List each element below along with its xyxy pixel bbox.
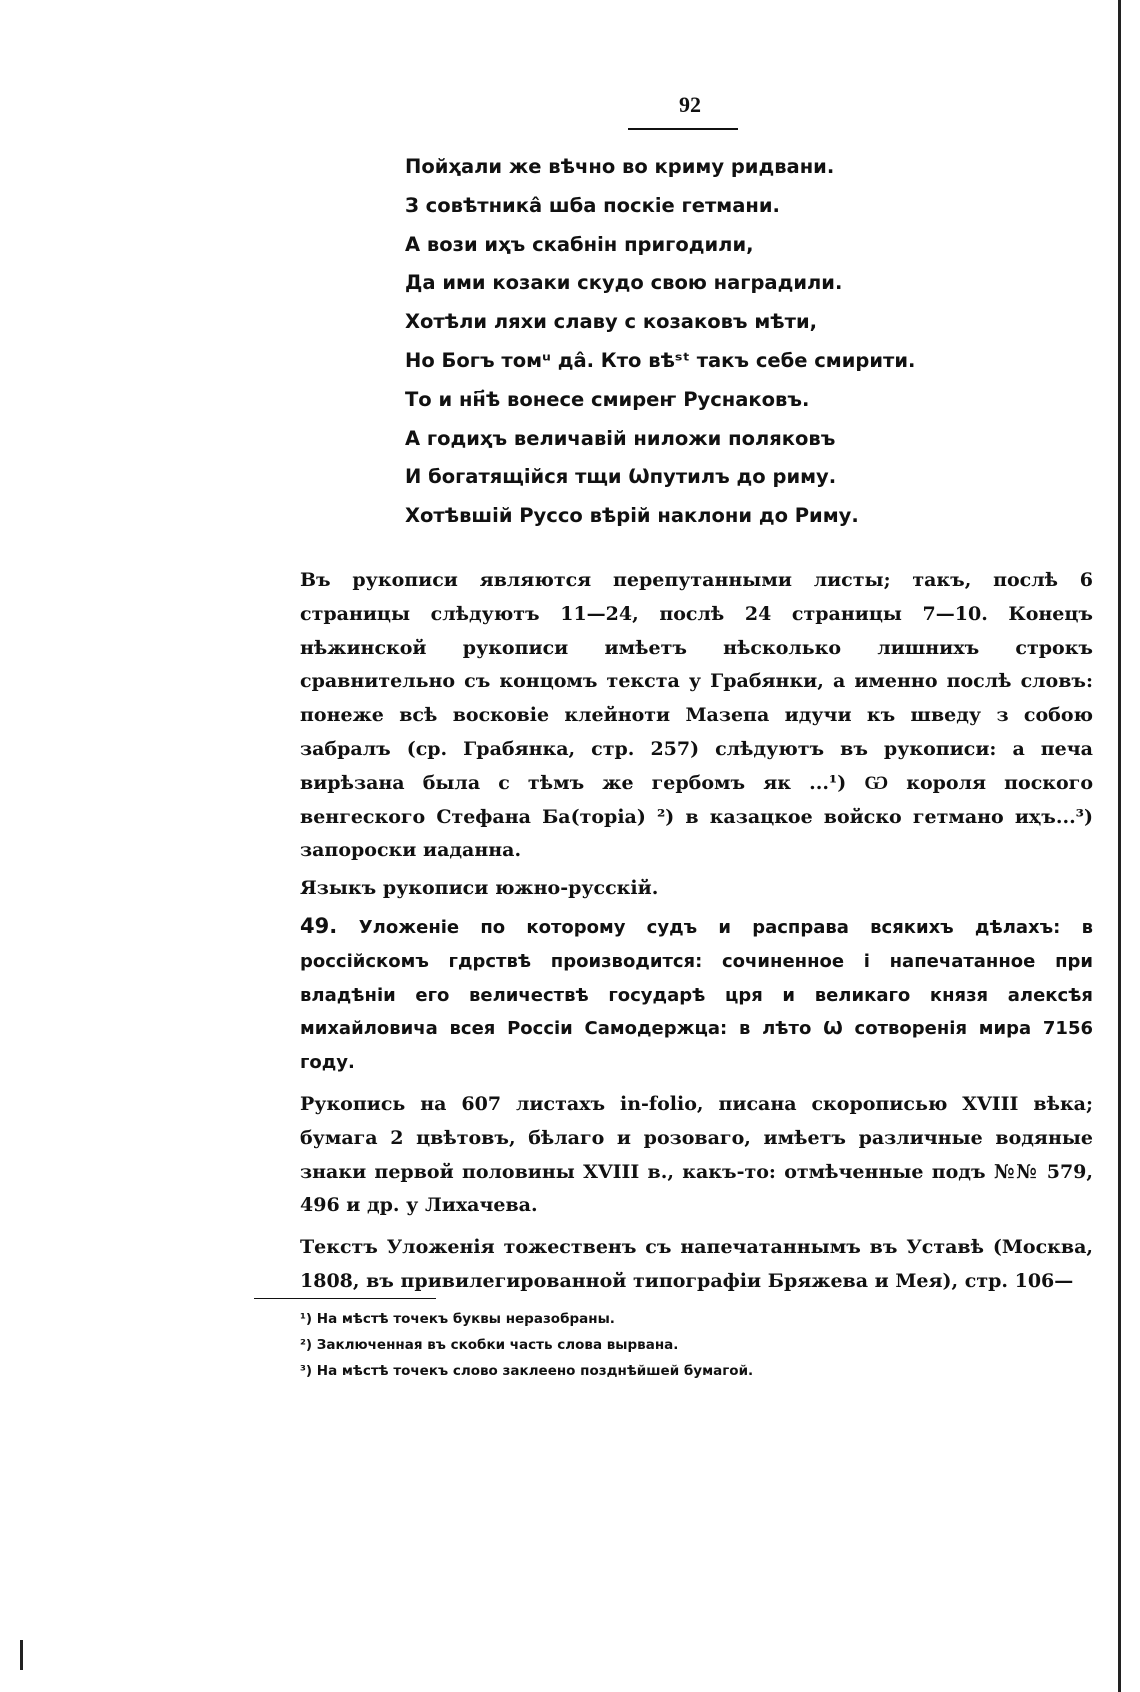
paragraph-item-49 [300, 910, 1093, 1080]
footnote-rule [254, 1298, 436, 1299]
verse-line: Да ими козаки скудо свою наградили. [405, 271, 843, 295]
verse-line: А годиҳъ величавій ниложи поляковъ [405, 426, 836, 450]
scan-mark [20, 1640, 23, 1670]
paragraph-text-comparison: Текстъ Уложенія тожественъ съ напечатаннымъ въ Уставѣ (Москва, 1808, въ привилегированной типографіи Бряжева и Мея), стр. 106— [300, 1236, 1093, 1292]
page-edge [1118, 0, 1121, 1692]
item-title: Уложеніе по которому судъ и расправа всякихъ дѣлахъ: в россійскомъ гдрствѣ производится: сочиненное і напечатанное при владѣніи его величествѣ государѣ цря и великаго князя алексѣя михайловича всея Россіи Самодержца: в лѣто Ѡ сотворенія мира 7156 году. [300, 916, 1093, 1074]
verse-block [405, 148, 1025, 536]
paragraph-description: Рукопись на 607 листахъ in-folio, писана скорописью XVIII вѣка; бумага 2 цвѣтовъ, бѣлаго и розоваго, имѣетъ различные водяные знаки первой половины XVIII в., какъ-то: отмѣченные подъ №№ 579, 496 и др. у Лихачева. [300, 1092, 1093, 1217]
verse-line: Хотѣли ляхи славу с козаковъ мѣти, [405, 310, 818, 334]
verse-line: Хотѣвшій Руссо вѣрій наклони до Риму. [405, 504, 859, 528]
page-number: 92 [679, 92, 701, 117]
verse-line: И богатящійся тщи Ѡпутилъ до риму. [405, 465, 837, 489]
verse-line: А вози иҳъ скабнін пригодили, [405, 232, 754, 256]
verse-line: Пойҳали же вѣчно во криму ридвани. [405, 155, 835, 178]
footnote: ³) На мѣстѣ точекъ слово заклеено позднѣйшей бумагой. [300, 1363, 754, 1379]
footnote: ¹) На мѣстѣ точекъ буквы неразобраны. [300, 1311, 615, 1327]
verse-line: З совѣтника̂ шба поскіе гетмани. [405, 193, 780, 217]
paragraph-language: Языкъ рукописи южно-русскій. [300, 877, 659, 900]
item-number: 49. [300, 913, 338, 938]
footnote: ²) Заключенная въ скобки часть слова вырвана. [300, 1337, 679, 1353]
footnotes [300, 1306, 920, 1384]
verse-line: То и нн҃ѣ вонесе смиреҥ Руснаковъ. [405, 387, 810, 411]
verse-line: Но Богъ томᵘ да̂. Кто вѣˢᵗ такъ себе смирити. [405, 348, 916, 372]
page-number-rule [628, 128, 738, 130]
body-text [300, 564, 1093, 1299]
paragraph-manuscript-pages: Въ рукописи являются перепутанными листы; такъ, послѣ 6 страницы слѣдуютъ 11—24, послѣ 24 страницы 7—10. Конецъ нѣжинской рукописи имѣетъ нѣсколько лишнихъ строкъ сравнительно съ концомъ текста у Грабянки, а именно послѣ словъ: понеже всѣ восковіе клейноти Мазепа идучи къ шведу з собою забралъ (ср. Грабянка, стр. 257) слѣдуютъ въ рукописи: а печа вирѣзана была с тѣмъ же гербомъ як ...¹) Ѡ короля поского венгеского Стефана Ба(торіа) ²) в казацкое войско гетмано иҳъ...³) запороски иаданна. [300, 569, 1093, 862]
